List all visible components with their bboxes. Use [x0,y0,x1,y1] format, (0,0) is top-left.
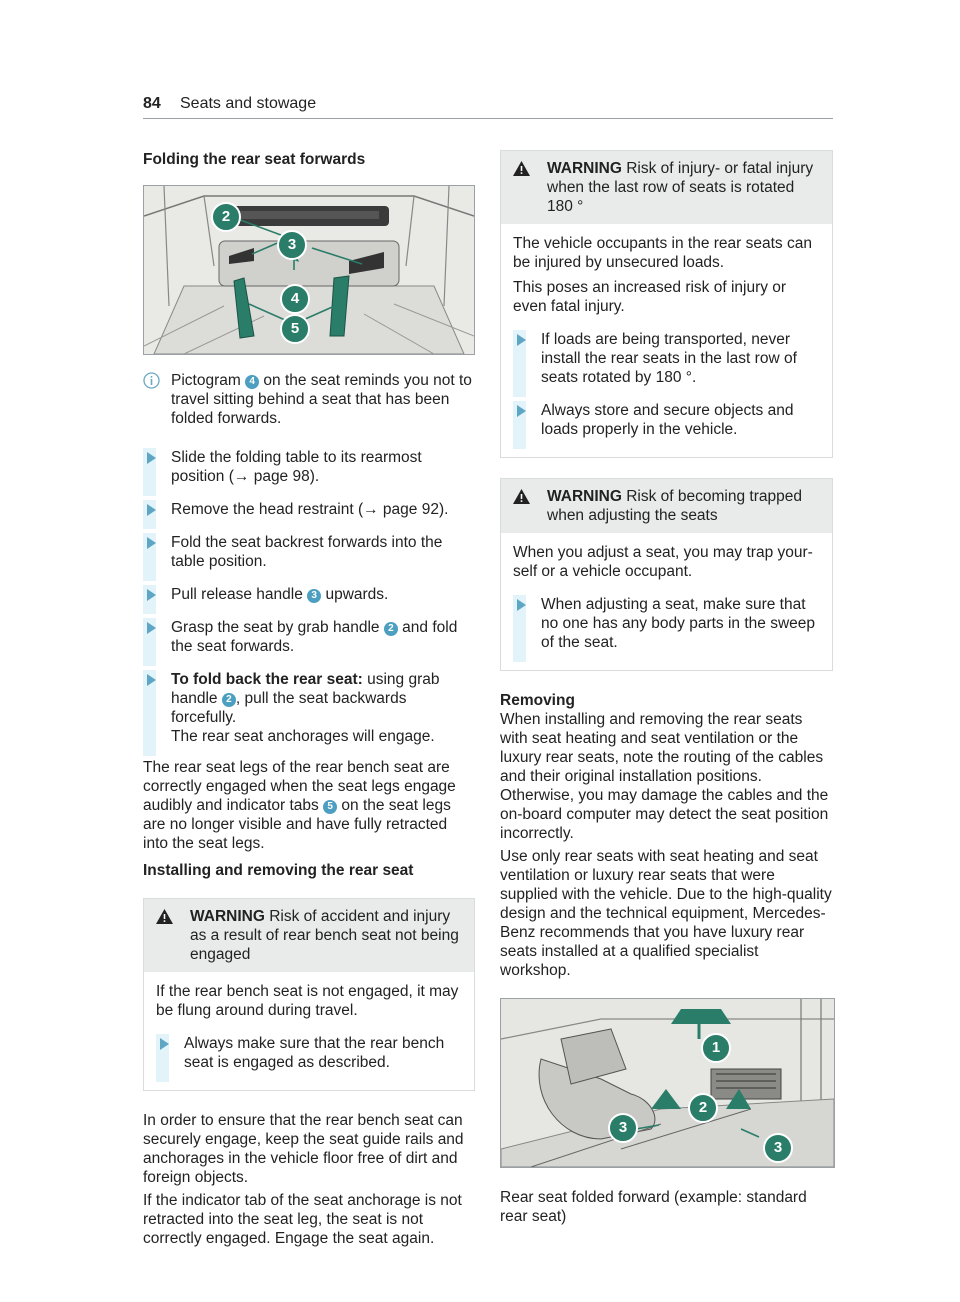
para-text: The rear seat legs of the rear bench seat are correctly engaged when the seat legs engage audibly and indicator tabs [143,759,456,814]
para-text: on the seat legs are no longer visible and have fully retracted into the seat legs. [143,797,451,852]
step-1 [143,448,475,486]
step-5 [143,618,475,656]
step-text: upwards. [321,586,389,603]
step-text: using grab handle [171,671,440,707]
info-icon [143,372,160,389]
left-column [143,150,475,1252]
page-number: 84 [143,95,161,112]
warning-box-engaged [143,898,475,1091]
page-header [143,92,833,119]
step-6 [143,670,475,746]
callout-3: 3 [277,230,307,260]
figure-caption: Rear seat folded forward (example: standard rear seat) [500,1189,807,1225]
step-bold-lead: To fold back the rear seat: [171,671,363,688]
callout-2: 2 [688,1093,718,1123]
step-text: and fold the seat forwards. [171,619,458,655]
step-text: When adjusting a seat, make sure that no one has any body parts in the sweep of the seat. [541,596,816,651]
subheading-install: Installing and removing the rear seat [143,862,414,879]
right-column [500,150,833,1230]
warning-box-rotated [500,150,833,458]
callout-4: 4 [280,284,310,314]
step-text: , pull the seat backwards forcefully. [171,690,407,726]
warning-body [144,972,474,1090]
warning-triangle-icon [513,489,530,509]
warning-triangle-icon [513,161,530,181]
step-arrow-icon [147,674,156,686]
section-title: Seats and stowage [180,95,317,112]
callout-num: 3 [307,589,321,603]
warning-step [513,595,822,652]
callout-num: 4 [245,375,259,389]
warning-step-1 [513,330,822,387]
step-arrow-icon [517,405,526,417]
step-arrow-icon [147,504,156,516]
warning-text: If the rear bench seat is not engaged, it may be flung around during travel. [156,983,459,1019]
warning-header [501,151,832,224]
subheading-removing: Removing [500,692,575,709]
paragraph-indicator-tab: If the indicator tab of the seat anchorage is not retracted into the seat leg, the seat is not correctly engaged. Engage the seat again. [143,1192,462,1247]
step-text: Always make sure that the rear bench seat is engaged as described. [184,1035,445,1071]
step-text: Slide the folding table to its rearmost position (→ page 98). [171,449,422,485]
callout-num: 2 [384,622,398,636]
warning-header [144,899,474,972]
figure-seat-folded-forward [500,998,835,1168]
paragraph-use-only: Use only rear seats with seat heating and seat ventilation or luxury rear seats that were supplied with the vehicle. Due to the high-quality design and the technical equipment, Mercedes-Benz recommends that you have luxury rear seats installed at a qualified specialist workshop. [500,848,832,979]
figure-rear-seat-fold [143,185,475,355]
step-arrow-icon [147,452,156,464]
step-arrow-icon [160,1038,169,1050]
step-arrow-icon [147,589,156,601]
step-text: Grasp the seat by grab handle [171,619,384,636]
warning-body [501,533,832,670]
warning-box-trapped [500,478,833,671]
warning-step-2 [513,401,822,439]
callout-3-right: 3 [763,1133,793,1163]
step-text: Remove the head restraint (→ page 92). [171,501,449,518]
warning-label: WARNING [547,488,622,505]
step-arrow-icon [147,622,156,634]
warning-text: When you adjust a seat, you may trap your-self or a vehicle occupant. [513,544,813,580]
callout-num: 2 [222,693,236,707]
callout-1: 1 [701,1033,731,1063]
warning-triangle-icon [156,909,173,929]
callout-num: 5 [323,800,337,814]
section-heading: Folding the rear seat forwards [143,151,366,168]
warning-title: Risk of becoming trapped when adjusting the seats [547,488,802,524]
step-arrow-icon [147,537,156,549]
step-arrow-icon [517,599,526,611]
step-result: The rear seat anchorages will engage. [171,728,435,745]
callout-5: 5 [280,314,310,344]
step-text: Always store and secure objects and loads properly in the vehicle. [541,402,794,438]
callout-2: 2 [211,202,241,232]
note-text-pre: Pictogram [171,372,246,389]
step-3 [143,533,475,571]
warning-title: Risk of injury- or fatal injury when the last row of seats is rotated 180 ° [547,160,814,215]
step-text: Fold the seat backrest forwards into the table position. [171,534,443,570]
info-note [143,371,475,428]
note-text-post: on the seat reminds you not to travel sitting behind a seat that has been folded forwards. [171,372,472,427]
warning-step [156,1034,464,1072]
warning-title: Risk of accident and injury as a result of rear bench seat not being engaged [190,908,459,963]
paragraph-legs-engaged [143,758,475,853]
step-arrow-icon [517,334,526,346]
warning-text: The vehicle occupants in the rear seats can be injured by unsecured loads. [513,235,812,271]
step-4 [143,585,475,604]
step-text: If loads are being transported, never install the rear seats in the last row of seats rotated by 180 °. [541,331,797,386]
warning-label: WARNING [547,160,622,177]
callout-3-left: 3 [608,1113,638,1143]
paragraph-cable-routing: When installing and removing the rear seats with seat heating and seat ventilation or the luxury rear seats, note the routing of the cables and their original installation positions. Otherwise, you may damage the cables and the on-board computer may detect the seat position incorrectly. [500,711,829,842]
warning-label: WARNING [190,908,265,925]
warning-header [501,479,832,533]
step-2 [143,500,475,519]
warning-text: This poses an increased risk of injury or even fatal injury. [513,279,787,315]
paragraph-keep-clean: In order to ensure that the rear bench seat can securely engage, keep the seat guide rails and anchorages in the vehicle floor free of dirt and foreign objects. [143,1112,464,1186]
step-text: Pull release handle [171,586,308,603]
warning-body [501,224,832,457]
